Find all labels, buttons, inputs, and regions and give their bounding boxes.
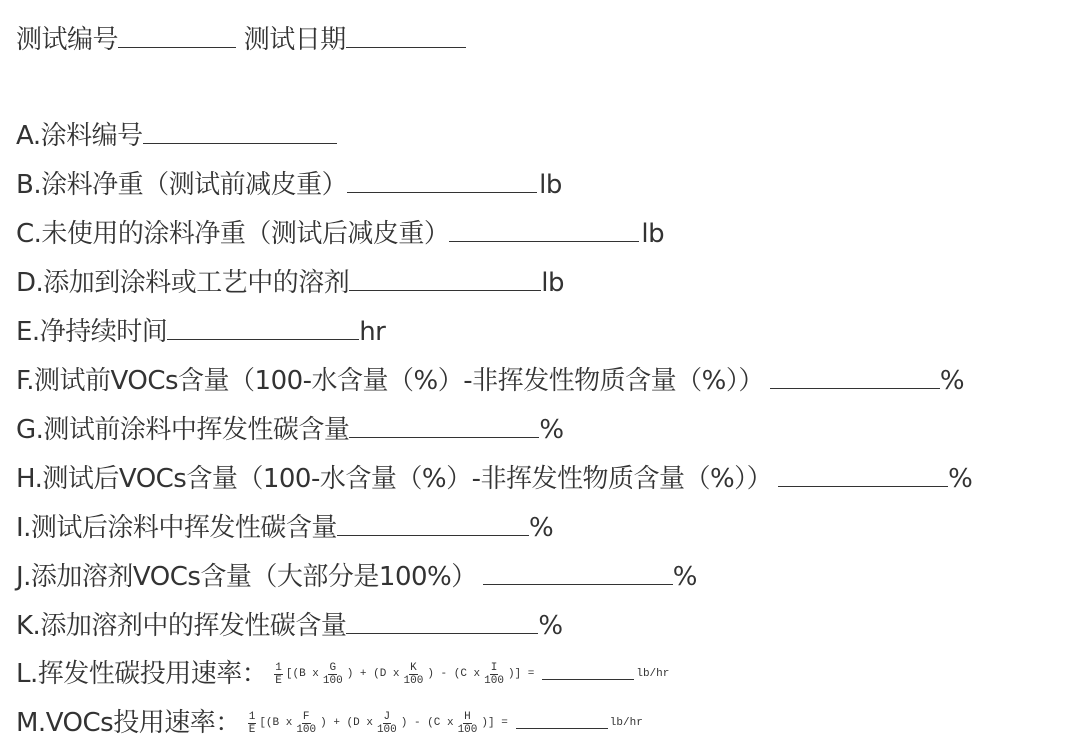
- item-input[interactable]: [143, 121, 337, 144]
- item-f: [16, 363, 964, 399]
- item-label: A.涂料编号: [16, 121, 143, 151]
- fraction-lead: [274, 662, 283, 687]
- formula-label: L.挥发性碳投用速率：: [16, 659, 268, 689]
- fraction-den: 100: [296, 724, 317, 736]
- item-input[interactable]: [449, 219, 639, 242]
- test-date-label: 测试日期: [243, 25, 346, 55]
- item-label: H.测试后VOCs含量（100-水含量（%）-非挥发性物质含量（%））: [16, 464, 773, 494]
- item-unit: %: [939, 366, 965, 396]
- formula-l-input[interactable]: [542, 669, 634, 680]
- item-e: [16, 314, 385, 350]
- item-label: B.涂料净重（测试前减皮重）: [16, 170, 348, 200]
- formula-unit: lb/hr: [636, 668, 670, 680]
- formula-text: ) + (D x: [320, 717, 373, 729]
- item-label: K.添加溶剂中的挥发性碳含量: [16, 611, 347, 641]
- item-unit: %: [538, 611, 563, 641]
- item-k: [16, 608, 563, 644]
- formula-text: )] =: [507, 668, 535, 680]
- fraction-num: F: [302, 711, 310, 723]
- item-label: F.测试前VOCs含量（100-水含量（%）-非挥发性物质含量（%））: [16, 366, 764, 396]
- formula-m-row: [16, 705, 643, 741]
- fraction-den: 100: [484, 675, 504, 687]
- item-unit: hr: [359, 317, 386, 347]
- item-unit: lb: [541, 268, 565, 298]
- fraction-den: 100: [403, 675, 424, 687]
- formula-text: [(B x: [259, 717, 293, 729]
- item-unit: lb: [539, 170, 562, 200]
- test-number-label: 测试编号: [16, 25, 119, 55]
- fraction-3: [483, 662, 505, 687]
- item-unit: %: [948, 464, 973, 494]
- fraction-den: 100: [457, 724, 478, 736]
- item-j: [16, 559, 697, 595]
- formula-text: )] =: [481, 717, 508, 729]
- formula-l-row: [16, 656, 669, 692]
- fraction-num: G: [329, 662, 337, 674]
- item-input[interactable]: [346, 611, 538, 634]
- formula-m: [245, 711, 643, 736]
- fraction-den: 100: [322, 675, 343, 687]
- fraction-num: J: [383, 711, 391, 723]
- item-i: [16, 510, 553, 546]
- test-number-field[interactable]: [118, 25, 236, 48]
- item-input[interactable]: [337, 513, 529, 536]
- fraction-1: [322, 662, 344, 687]
- formula-m-input[interactable]: [516, 718, 608, 729]
- item-unit: lb: [641, 219, 665, 249]
- item-input[interactable]: [167, 317, 359, 340]
- formula-l: [271, 662, 669, 687]
- item-label: I.测试后涂料中挥发性碳含量: [16, 513, 337, 543]
- item-b: [16, 167, 562, 203]
- formula-text: ) - (C x: [400, 717, 454, 729]
- item-a: [16, 118, 337, 154]
- item-unit: %: [672, 562, 697, 592]
- fraction-den: 100: [376, 724, 397, 736]
- item-label: G.测试前涂料中挥发性碳含量: [16, 415, 350, 445]
- item-input[interactable]: [349, 268, 541, 291]
- item-input[interactable]: [770, 366, 940, 389]
- item-h: [16, 461, 972, 497]
- formula-text: ) + (D x: [346, 668, 400, 680]
- item-input[interactable]: [778, 464, 948, 487]
- fraction-3: [457, 711, 479, 736]
- item-d: [16, 265, 564, 301]
- item-g: [16, 412, 564, 448]
- fraction-lead: [248, 711, 257, 736]
- item-label: J.添加溶剂VOCs含量（大部分是100%）: [16, 562, 477, 592]
- item-unit: %: [539, 415, 564, 445]
- fraction-num: 1: [248, 711, 256, 723]
- item-label: C.未使用的涂料净重（测试后减皮重）: [16, 219, 450, 249]
- formula-text: [(B x: [285, 668, 319, 680]
- fraction-2: [376, 711, 398, 736]
- test-date-field[interactable]: [346, 25, 466, 48]
- fraction-num: H: [464, 711, 471, 723]
- item-input[interactable]: [347, 170, 537, 193]
- item-input[interactable]: [349, 415, 539, 438]
- formula-label: M.VOCs投用速率：: [16, 708, 241, 738]
- fraction-2: [403, 662, 425, 687]
- formula-unit: lb/hr: [609, 717, 643, 729]
- item-unit: %: [528, 513, 554, 543]
- item-label: E.净持续时间: [16, 317, 168, 347]
- fraction-den: E: [248, 724, 256, 736]
- fraction-1: [295, 711, 317, 736]
- item-label: D.添加到涂料或工艺中的溶剂: [16, 268, 350, 298]
- fraction-num: I: [490, 662, 498, 674]
- header-line: [16, 22, 466, 58]
- fraction-num: K: [410, 662, 417, 674]
- item-input[interactable]: [483, 562, 673, 585]
- item-c: [16, 216, 664, 252]
- fraction-den: E: [275, 675, 282, 687]
- fraction-num: 1: [275, 662, 282, 674]
- formula-text: ) - (C x: [427, 668, 481, 680]
